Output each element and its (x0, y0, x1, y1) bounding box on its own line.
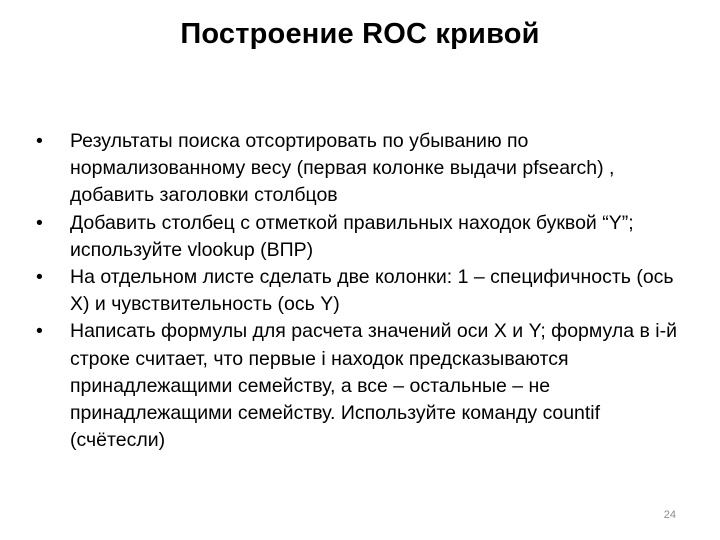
bullet-list (36, 128, 696, 454)
bullet-item-3 (36, 264, 696, 318)
bullet-item-1 (36, 128, 696, 210)
bullet-text: На отдельном листе сделать две колонки: 1 – специфичность (ось X) и чувствительность (ось Y) (70, 266, 674, 316)
bullet-marker: • (36, 211, 43, 234)
bullet-marker: • (36, 266, 43, 289)
bullet-item-2 (36, 210, 696, 264)
bullet-marker: • (36, 320, 43, 343)
bullet-item-4 (36, 318, 696, 454)
bullet-marker: • (36, 130, 43, 152)
bullet-text: Результаты поиска отсортировать по убыванию по нормализованному весу (первая колонке выдачи pfsearch) , добавить заголовки столбцов (70, 130, 615, 207)
page-number: 24 (663, 509, 676, 521)
slide-title: Построение ROC кривой (180, 18, 540, 50)
bullet-text: Добавить столбец с отметкой правильных находок буквой “Y”; используйте vlookup (ВПР) (70, 211, 634, 261)
bullet-text: Написать формулы для расчета значений оси X и Y; формула в i-й строке считает, что первые i находок предсказываются принадлежащими семейству, а все – остальные – не принадлежащими семейству. Используйте команду countif (счётесли) (70, 320, 677, 452)
